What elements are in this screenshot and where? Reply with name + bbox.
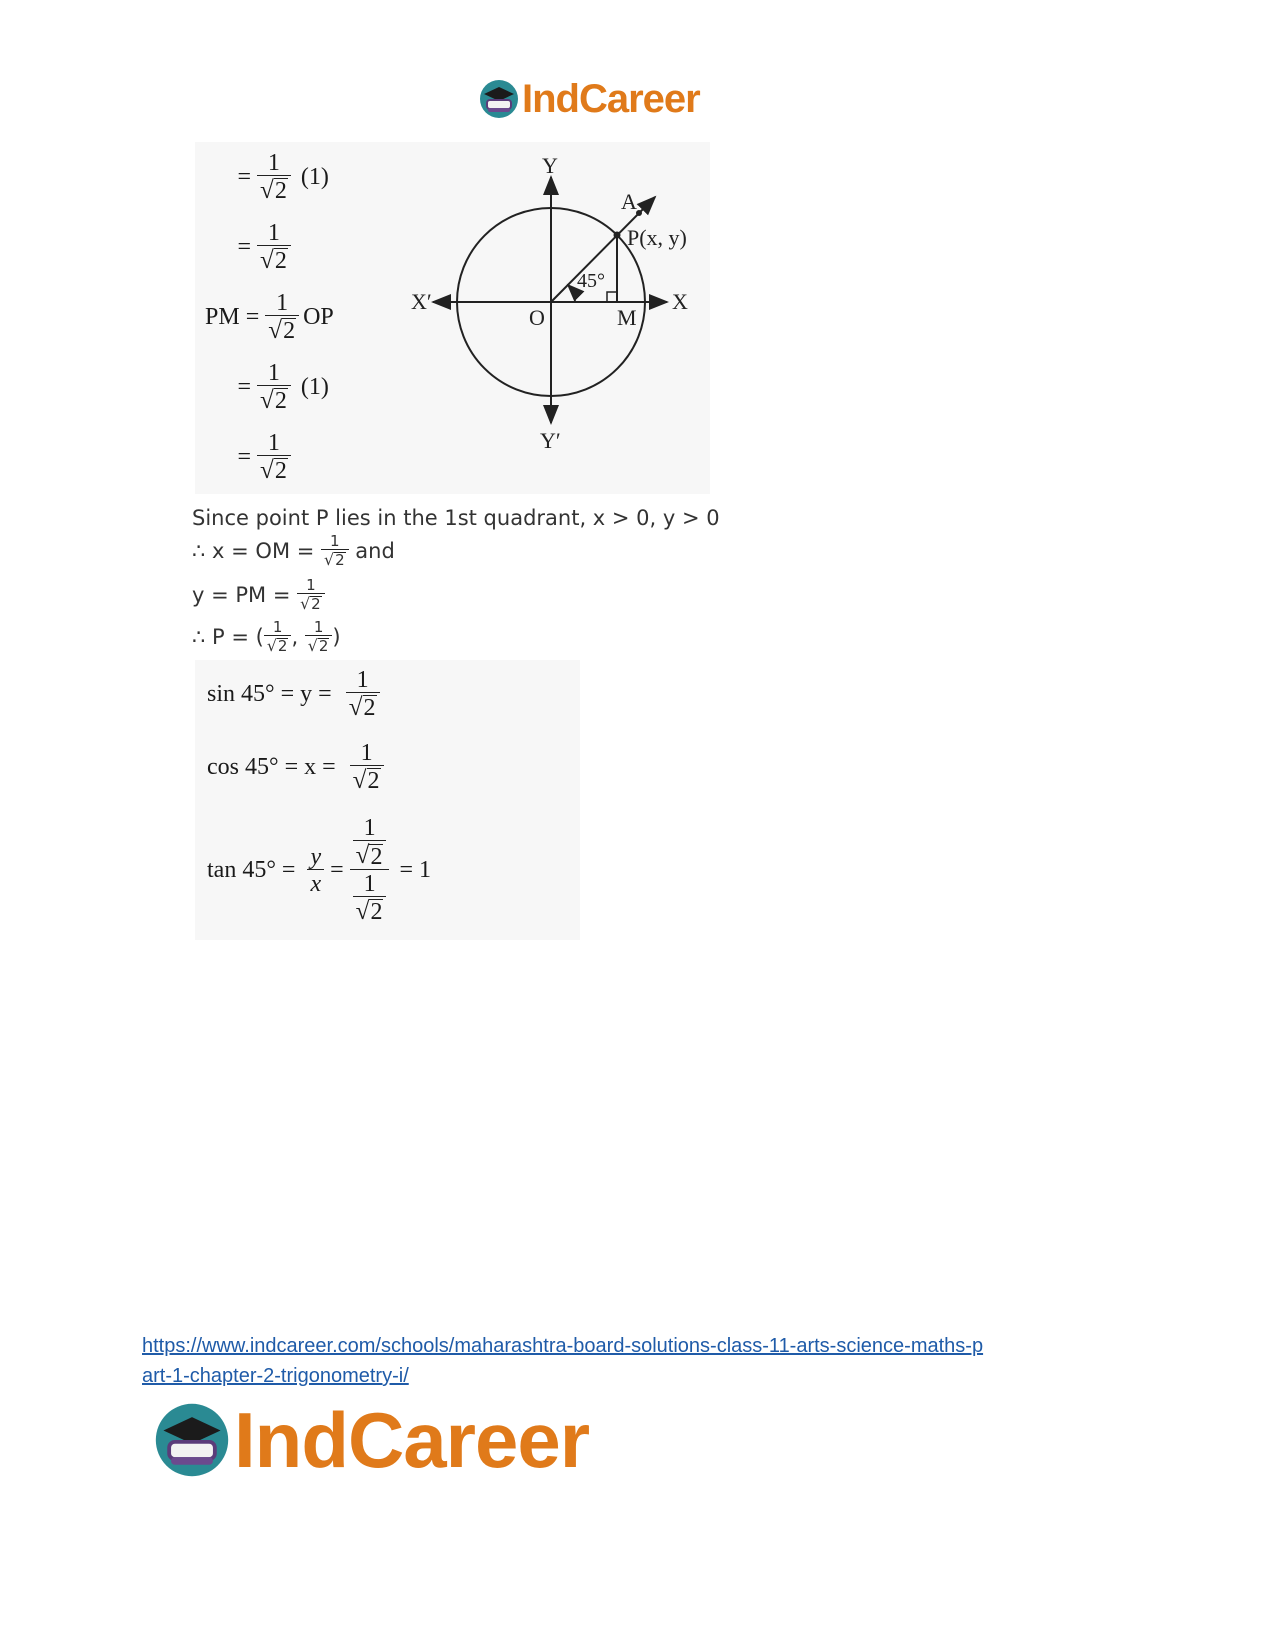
point-a — [636, 210, 642, 216]
p-coord-comma: , — [291, 625, 305, 650]
numerator: 1 — [267, 149, 280, 176]
header-logo-text: IndCareer — [522, 76, 700, 121]
sqrt-symbol: √ — [260, 386, 274, 414]
radicand: 2 — [274, 178, 287, 205]
y-pm-prefix: y = PM = — [192, 583, 298, 608]
tan-45-line — [207, 808, 431, 932]
tan-label: tan 45° = — [207, 856, 302, 883]
sqrt-symbol: √ — [355, 842, 370, 870]
op-label: OP — [303, 303, 334, 330]
fraction — [305, 620, 333, 654]
eq-sign: = — [237, 443, 251, 470]
sqrt-symbol: √ — [260, 246, 274, 274]
unit-circle-diagram — [405, 145, 710, 460]
eq-sign: = — [237, 233, 251, 260]
x-om-prefix: ∴ x = OM = — [192, 539, 322, 564]
pm-label: PM — [205, 303, 240, 330]
fraction — [346, 668, 380, 720]
eq-sign: = — [330, 856, 344, 883]
paren-one: (1) — [300, 163, 329, 190]
x-equals-om-line — [192, 534, 395, 568]
header-logo — [478, 76, 700, 122]
numerator: 1 — [272, 618, 283, 636]
paren-one: (1) — [300, 373, 329, 400]
sin-label: sin 45° = y = — [207, 680, 338, 707]
compound-fraction — [350, 816, 390, 923]
x-variable: x — [307, 869, 324, 896]
numerator: 1 — [267, 429, 280, 456]
left-equations — [205, 142, 334, 492]
cos-45-line — [207, 735, 384, 799]
sqrt-symbol: √ — [348, 693, 363, 721]
sin-45-line — [207, 662, 380, 726]
point-p — [614, 232, 621, 239]
url-line-2: art-1-chapter-2-trigonometry-i/ — [142, 1365, 409, 1387]
label-y-top: Y — [542, 153, 558, 178]
y-variable: y — [310, 843, 322, 870]
graduation-cap-book-icon — [478, 78, 520, 120]
eq-row-1 — [205, 142, 334, 212]
sqrt-symbol: √ — [266, 636, 277, 656]
numerator: 1 — [363, 870, 376, 897]
radicand: 2 — [370, 898, 383, 925]
label-a: A — [621, 189, 637, 214]
fraction — [350, 741, 384, 793]
sqrt-symbol: √ — [324, 550, 335, 570]
sqrt-symbol: √ — [352, 766, 367, 794]
sqrt-symbol: √ — [300, 594, 311, 614]
radicand: 2 — [283, 318, 296, 345]
label-x-left: X′ — [411, 289, 432, 314]
sqrt-symbol: √ — [260, 456, 274, 484]
fraction — [265, 291, 299, 343]
numerator: 1 — [363, 815, 376, 842]
sqrt-symbol: √ — [307, 636, 318, 656]
numerator: 1 — [267, 219, 280, 246]
and-text: and — [348, 539, 395, 564]
footer-logo — [152, 1395, 590, 1484]
fraction — [257, 361, 291, 413]
right-angle-mark — [607, 292, 617, 302]
fraction — [264, 620, 292, 654]
radicand: 2 — [367, 768, 380, 795]
eq-row-4 — [205, 352, 334, 422]
eq-row-3 — [205, 282, 334, 352]
fraction — [257, 151, 291, 203]
numerator: 1 — [313, 618, 324, 636]
eq-sign: = — [237, 163, 251, 190]
eq-row-5 — [205, 422, 334, 492]
eq-sign: = — [237, 373, 251, 400]
label-m: M — [617, 305, 637, 330]
fraction — [257, 221, 291, 273]
radicand: 2 — [363, 695, 376, 722]
radicand: 2 — [335, 551, 345, 569]
sqrt-symbol: √ — [260, 176, 274, 204]
fraction — [321, 534, 349, 568]
numerator: 1 — [306, 576, 316, 594]
radicand: 2 — [274, 388, 287, 415]
radicand: 2 — [274, 248, 287, 275]
angle-arc — [568, 285, 575, 302]
sqrt-symbol: √ — [355, 897, 370, 925]
source-url-link[interactable] — [142, 1335, 983, 1387]
p-coordinates-line — [192, 620, 341, 654]
label-p: P(x, y) — [627, 225, 687, 250]
y-over-x-fraction — [307, 845, 324, 896]
cos-label: cos 45° = x = — [207, 753, 342, 780]
y-equals-pm-line — [192, 578, 325, 612]
numerator: 1 — [356, 666, 369, 693]
radicand: 2 — [277, 637, 288, 655]
quadrant-sentence: Since point P lies in the 1st quadrant, x > 0, y > 0 — [192, 506, 720, 530]
numerator: 1 — [360, 739, 373, 766]
graduation-cap-book-icon — [152, 1400, 232, 1480]
label-origin: O — [529, 305, 545, 330]
footer-logo-text: IndCareer — [234, 1395, 590, 1484]
p-coord-prefix: ∴ P = ( — [192, 625, 264, 650]
numerator: 1 — [276, 289, 289, 316]
radicand: 2 — [311, 595, 321, 613]
url-line-1: https://www.indcareer.com/schools/maharashtra-board-solutions-class-11-arts-science-maths-p — [142, 1335, 984, 1357]
radicand: 2 — [274, 458, 287, 485]
numerator: 1 — [267, 359, 280, 386]
fraction — [297, 578, 325, 612]
eq-sign: = — [245, 303, 260, 330]
equals-one: = 1 — [399, 856, 432, 883]
fraction — [353, 816, 387, 868]
fraction — [257, 431, 291, 483]
fraction — [353, 872, 387, 924]
label-y-bottom: Y′ — [540, 428, 561, 453]
footer-link-block — [142, 1332, 1102, 1392]
eq-row-2 — [205, 212, 334, 282]
sqrt-symbol: √ — [268, 316, 283, 344]
radicand: 2 — [370, 843, 383, 870]
label-x-right: X — [672, 289, 688, 314]
p-coord-suffix: ) — [332, 625, 341, 650]
radicand: 2 — [318, 637, 329, 655]
label-angle: 45° — [577, 270, 605, 292]
numerator: 1 — [330, 532, 340, 550]
